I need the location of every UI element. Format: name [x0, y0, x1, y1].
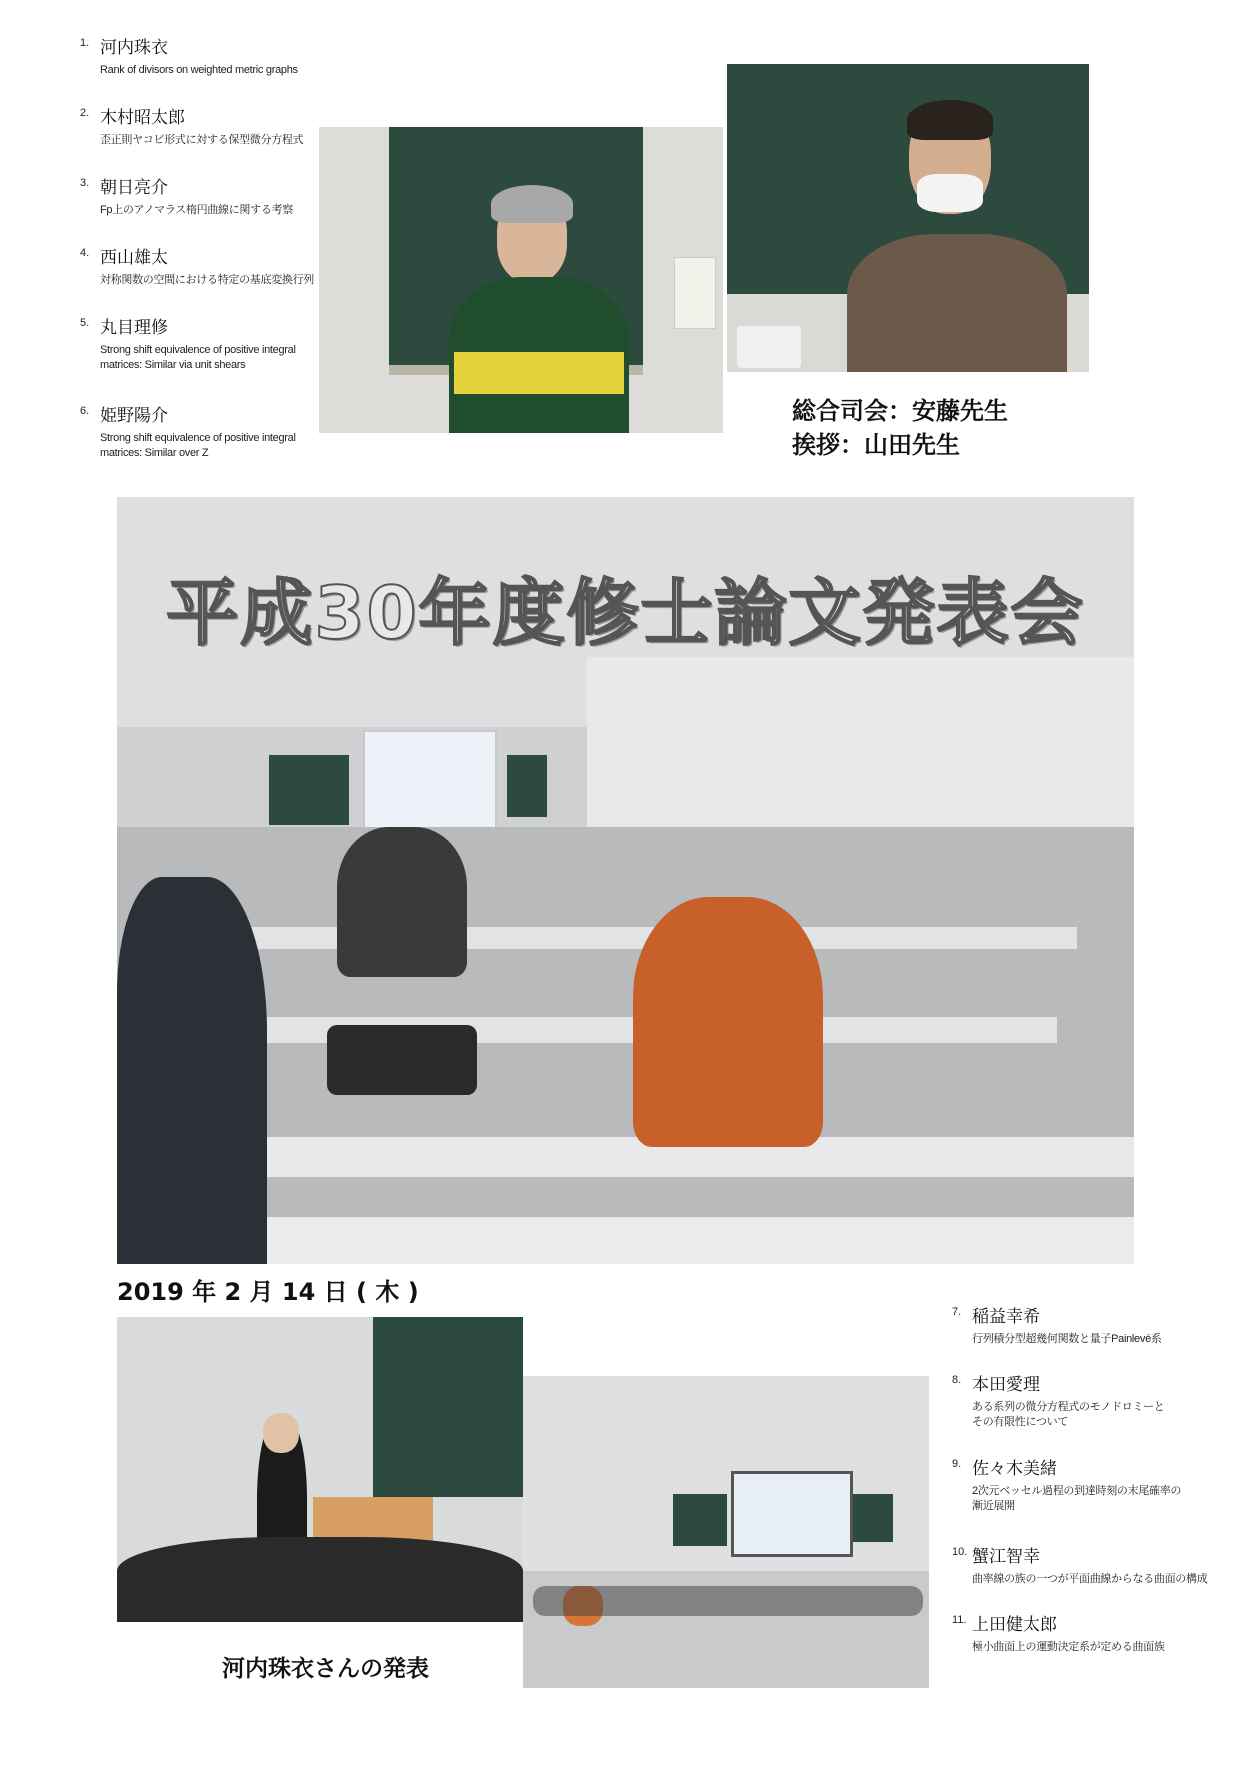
presentation-caption: 河内珠衣さんの発表: [222, 1656, 429, 1682]
presenter-title: Fp上のアノマラス楕円曲線に関する考察: [100, 204, 293, 216]
presenter-number: 9.: [952, 1458, 962, 1470]
presenter-number: 6.: [80, 405, 90, 417]
presenter-title: 行列積分型超幾何関数と量子Painlevé系: [972, 1333, 1162, 1345]
person-sweater: [847, 234, 1067, 372]
presenter-name: 朝日亮介: [100, 178, 168, 198]
desk-row: [157, 1017, 1057, 1043]
poster: [674, 257, 716, 329]
presenter-number: 8.: [952, 1374, 962, 1386]
photo-speaker-green-sweater: [319, 127, 723, 433]
presenter-name: 上田健太郎: [972, 1615, 1057, 1635]
chalkboard-right: [507, 755, 547, 817]
bag: [327, 1025, 477, 1095]
chalkboard: [373, 1317, 523, 1497]
presenter-title: 極小曲面上の運動決定系が定める曲面族: [972, 1641, 1165, 1653]
event-date: 2019 年 2 月 14 日 ( 木 ): [117, 1278, 419, 1306]
presenter-title: 歪正則ヤコビ形式に対する保型微分方程式: [100, 134, 304, 146]
presenter-name: 佐々木美緒: [972, 1459, 1057, 1479]
presenter-title: [100, 343, 296, 373]
presenter-name: 丸目理修: [100, 318, 168, 338]
presenter-title-line: matrices: Similar via unit shears: [100, 359, 246, 371]
presenter-list-top: [80, 33, 320, 483]
main-title: 平成30年度修士論文発表会: [166, 571, 1085, 655]
presenter-title: [972, 1484, 1181, 1514]
desk-row: [117, 1217, 1134, 1264]
chalkboard-right: [853, 1494, 893, 1542]
attendee-left: [117, 877, 267, 1264]
projection-screen: [731, 1471, 853, 1557]
audience-heads: [117, 1537, 523, 1622]
presenter-title-line: 2次元ベッセル過程の到達時刻の末尾確率の: [972, 1485, 1182, 1497]
presenter-title: [100, 431, 296, 461]
presenter-name: 西山雄太: [100, 248, 168, 268]
presenter-number: 7.: [952, 1306, 962, 1318]
photo-lecture-hall-wide: [523, 1376, 929, 1688]
person-hair: [907, 100, 993, 140]
presenter-title: [972, 1400, 1165, 1430]
presenter-list-bottom: [952, 1302, 1232, 1682]
presenter-title-line: その有限性について: [972, 1416, 1069, 1428]
presenter-face: [263, 1413, 299, 1453]
presenter-name: 姫野陽介: [100, 406, 168, 426]
desk-row: [177, 927, 1077, 949]
presenter-title-line: Strong shift equivalence of positive integral: [100, 432, 296, 444]
presenter-title: 対称関数の空間における特定の基底変換行列: [100, 274, 314, 286]
person-hair: [491, 185, 573, 223]
floor-desks: [117, 827, 1134, 1264]
presenter-title: Rank of divisors on weighted metric graphs: [100, 64, 298, 76]
attendee-dark-jacket: [337, 827, 467, 977]
presenter-title-line: 漸近展開: [972, 1500, 1015, 1512]
desk-row: [137, 1137, 1134, 1177]
presenter-name: 本田愛理: [972, 1375, 1040, 1395]
presenter-name: 稲益幸希: [972, 1307, 1040, 1327]
presenter-number: 4.: [80, 247, 90, 259]
presenter-name: 河内珠衣: [100, 38, 168, 58]
attendee-orange-jacket: [633, 897, 823, 1147]
presenter-title-line: matrices: Similar over Z: [100, 447, 209, 459]
face-mask: [917, 174, 983, 212]
greeting-caption: 挨拶：山田先生: [792, 431, 960, 459]
presenter-number: 2.: [80, 107, 90, 119]
presenter-title-line: ある系列の微分方程式のモノドロミーと: [972, 1401, 1165, 1413]
chalkboard-left: [673, 1494, 727, 1546]
presenter-number: 11.: [952, 1614, 967, 1626]
sweater-stripe: [454, 352, 624, 394]
attendees: [533, 1586, 923, 1616]
presenter-title: 曲率線の族の一つが平面曲線からなる曲面の構成: [972, 1573, 1208, 1585]
chalkboard-left: [269, 755, 349, 825]
photo-lecture-hall: [117, 497, 1134, 1264]
presenter-name: 木村昭太郎: [100, 108, 185, 128]
presenter-number: 1.: [80, 37, 90, 49]
projector: [737, 326, 801, 368]
presenter-number: 5.: [80, 317, 90, 329]
presenter-number: 10.: [952, 1546, 968, 1558]
host-caption: 総合司会：安藤先生: [792, 397, 1008, 425]
photo-presenter-podium: [117, 1317, 523, 1622]
presenter-number: 3.: [80, 177, 90, 189]
presenter-title-line: Strong shift equivalence of positive integral: [100, 344, 296, 356]
presenter-name: 蟹江智幸: [972, 1547, 1040, 1567]
photo-host-brown-sweater: [727, 64, 1089, 372]
